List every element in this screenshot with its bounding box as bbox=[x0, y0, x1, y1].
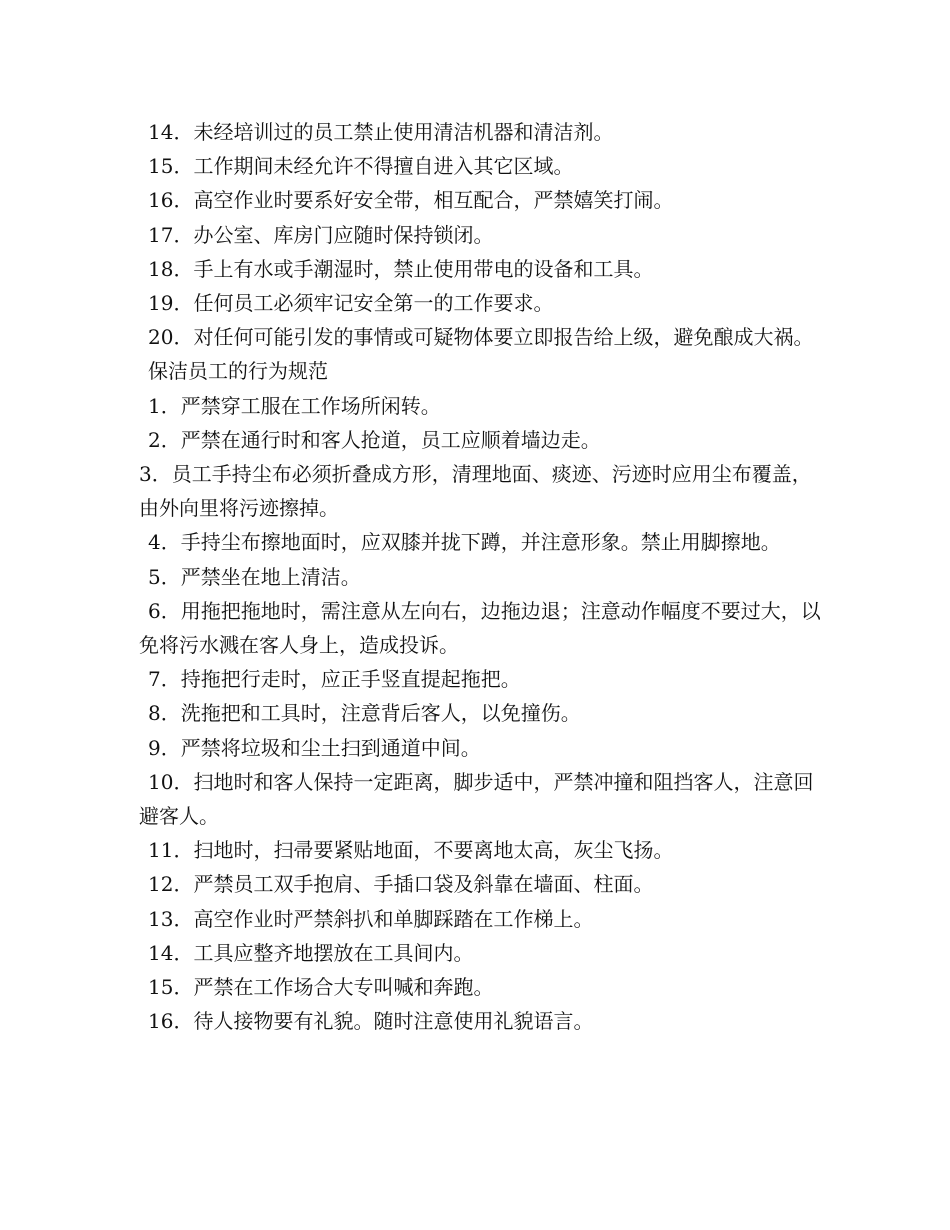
paragraph-conduct-11: 11．扫地时，扫帚要紧贴地面，不要离地太高，灰尘飞扬。 bbox=[148, 838, 674, 863]
paragraph-rule-16: 16．高空作业时要系好安全带，相互配合，严禁嬉笑打闹。 bbox=[148, 188, 674, 213]
paragraph-conduct-8: 8．洗拖把和工具时，注意背后客人，以免撞伤。 bbox=[148, 701, 581, 726]
paragraph-conduct-3: 3．员工手持尘布必须折叠成方形，清理地面、痰迹、污迹时应用尘布覆盖，由外向里将污迹擦掉。 bbox=[139, 462, 812, 521]
paragraph-rule-14: 14．未经培训过的员工禁止使用清洁机器和清洁剂。 bbox=[148, 120, 614, 144]
paragraph-rule-15: 15．工作期间未经允许不得擅自进入其它区域。 bbox=[148, 154, 574, 179]
paragraph-rule-19: 19．任何员工必须牢记安全第一的工作要求。 bbox=[148, 291, 554, 316]
paragraph-conduct-15: 15．严禁在工作场合大专叫喊和奔跑。 bbox=[148, 975, 494, 1000]
paragraph-conduct-4: 4．手持尘布擦地面时，应双膝并拢下蹲，并注意形象。禁止用脚擦地。 bbox=[148, 530, 781, 555]
paragraph-conduct-2: 2．严禁在通行时和客人抢道，员工应顺着墙边走。 bbox=[148, 427, 601, 452]
paragraph-rule-18: 18．手上有水或手潮湿时，禁止使用带电的设备和工具。 bbox=[148, 256, 654, 281]
paragraph-conduct-9: 9．严禁将垃圾和尘土扫到通道中间。 bbox=[148, 735, 481, 760]
paragraph-conduct-16: 16．待人接物要有礼貌。随时注意使用礼貌语言。 bbox=[148, 1009, 594, 1034]
paragraph-conduct-1: 1．严禁穿工服在工作场所闲转。 bbox=[148, 393, 441, 418]
paragraph-rule-17: 17．办公室、库房门应随时保持锁闭。 bbox=[148, 222, 494, 247]
paragraph-conduct-13: 13．高空作业时严禁斜扒和单脚踩踏在工作梯上。 bbox=[148, 906, 594, 931]
paragraph-conduct-5: 5．严禁坐在地上清洁。 bbox=[148, 564, 361, 589]
document-body bbox=[139, 115, 829, 1038]
paragraph-conduct-10: 10．扫地时和客人保持一定距离，脚步适中，严禁冲撞和阻挡客人，注意回避客人。 bbox=[139, 769, 814, 829]
paragraph-conduct-6: 6．用拖把拖地时，需注意从左向右，边拖边退；注意动作幅度不要过大，以免将污水溅在客人身上，造成投诉。 bbox=[139, 598, 821, 658]
paragraph-conduct-14: 14．工具应整齐地摆放在工具间内。 bbox=[148, 940, 474, 965]
paragraph-rule-20: 20．对任何可能引发的事情或可疑物体要立即报告给上级，避免酿成大祸。 bbox=[148, 325, 814, 350]
paragraph-conduct-7: 7．持拖把行走时，应正手竖直提起拖把。 bbox=[148, 667, 521, 692]
section-heading: 保洁员工的行为规范 bbox=[148, 359, 328, 384]
paragraph-conduct-12: 12．严禁员工双手抱肩、手插口袋及斜靠在墙面、柱面。 bbox=[148, 872, 654, 897]
